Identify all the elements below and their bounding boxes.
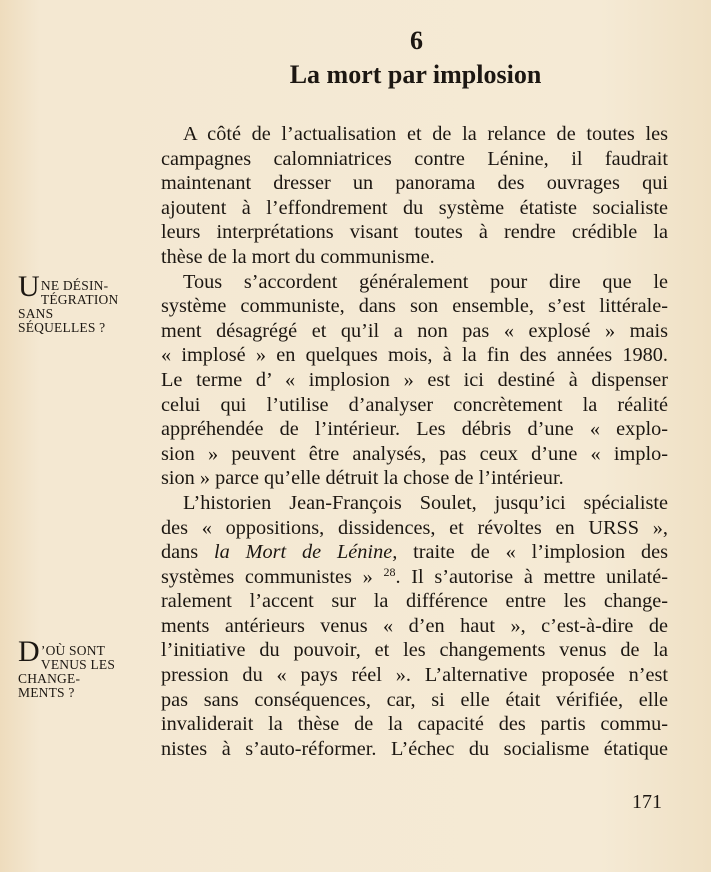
text-line: pression du « pays réel ». L’alternative proposée n’est	[161, 664, 668, 687]
body-text	[161, 122, 668, 761]
text-line: ralement l’accent sur la différence entre les change-	[161, 590, 668, 613]
chapter-number: 6	[410, 26, 423, 55]
margin-note-line: SANS	[18, 306, 54, 321]
text-line: invaliderait la thèse de la capacité des partis commu-	[161, 713, 668, 736]
text-segment: traite de « l’implosion des	[397, 541, 668, 564]
margin-note-line: CHANGE-	[18, 671, 81, 686]
text-line	[161, 565, 668, 590]
text-line: leurs interprétations visant toutes à rendre crédible la	[161, 221, 668, 244]
text-line: Le terme d’ « implosion » est ici destiné à dispenser	[161, 368, 668, 391]
text-line: ment désagrégé et qu’il a non pas « explosé » mais	[161, 319, 668, 342]
margin-note-2	[18, 635, 138, 700]
footnote-ref: 28	[383, 564, 396, 579]
margin-note-line: NE DÉSIN-	[40, 278, 109, 293]
text-line: L’historien Jean-François Soulet, jusqu’ici spécialiste	[183, 491, 668, 514]
text-line: sion » parce qu’elle détruit la chose de l’intérieur.	[161, 467, 564, 490]
text-line: ajoutent à l’effondrement du système étatiste socialiste	[161, 196, 668, 219]
text-line: celui qui l’utilise d’analyser concrètement la réalité	[161, 393, 668, 416]
margin-note-initial: U	[18, 270, 40, 303]
margin-note-line: SÉQUELLES ?	[18, 320, 106, 335]
margin-note-line: ’OÙ SONT	[40, 643, 106, 658]
text-line: appréhendée de l’intérieur. Les débris d’une « explo-	[161, 418, 668, 441]
text-line: thèse de la mort du communisme.	[161, 245, 435, 268]
text-line: nistes à s’auto-réformer. L’échec du socialisme étatique	[161, 737, 668, 760]
margin-note-line: MENTS ?	[18, 685, 75, 700]
text-line: Tous s’accordent généralement pour dire que le	[183, 270, 668, 293]
text-line: des « oppositions, dissidences, et révoltes en URSS »,	[161, 516, 668, 539]
text-segment: dans	[161, 541, 215, 564]
text-line: système communiste, dans son ensemble, s’est littérale-	[161, 295, 668, 318]
text-line: A côté de l’actualisation et de la relance de toutes les	[183, 123, 668, 145]
chapter-title: La mort par implosion	[289, 60, 542, 89]
text-line: l’initiative du pouvoir, et les changements venus de la	[161, 639, 668, 662]
margin-note-1	[18, 270, 138, 335]
margin-note-initial: D	[18, 635, 40, 668]
text-line: sion » peuvent être analysés, pas ceux d’une « implo-	[161, 442, 668, 465]
text-line: maintenant dresser un panorama des ouvrages qui	[161, 172, 668, 195]
book-title: la Mort de Lénine,	[214, 541, 398, 564]
text-segment: systèmes communistes »	[161, 565, 384, 588]
text-line: « implosé » en quelques mois, à la fin des années 1980.	[161, 344, 668, 367]
text-line: pas sans conséquences, car, si elle était vérifiée, elle	[161, 688, 668, 711]
text-line: campagnes calomniatrices contre Lénine, il faudrait	[161, 147, 668, 170]
margin-note-line: TÉGRATION	[40, 292, 119, 307]
margin-note-line: VENUS LES	[40, 657, 116, 672]
text-line: ments antérieurs venus « d’en haut », c’est-à-dire de	[161, 614, 668, 637]
text-line	[161, 540, 668, 565]
page-number: 171	[632, 791, 662, 813]
text-segment: . Il s’autorise à mettre unilaté-	[395, 565, 668, 588]
